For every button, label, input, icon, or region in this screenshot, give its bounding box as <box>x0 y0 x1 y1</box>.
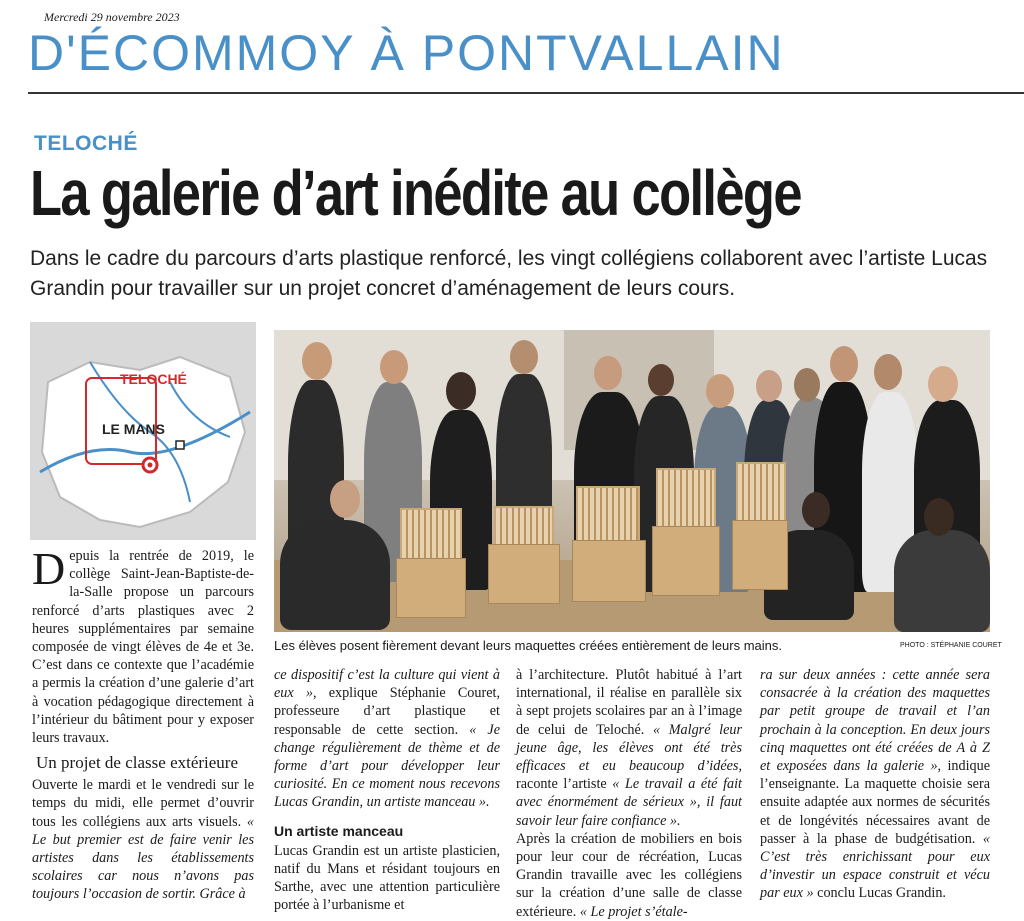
paragraph-text: , indique l’enseignante. La maquette choisie sera ensuite adaptée aux normes de sécurités et de longévités nécessaires avant de passer à la phase de budgétisation. <box>760 758 991 847</box>
photo-head <box>302 342 332 380</box>
article-lead: Dans le cadre du parcours d’arts plastique renforcé, les vingt collégiens collaborent avec l’artiste Lucas Grandin pour travailler sur un projet concret d’aménagement de leurs cours. <box>30 247 988 300</box>
article-column-3 <box>516 666 742 921</box>
paragraph <box>516 830 742 921</box>
photo-head <box>380 350 408 384</box>
drop-cap: D <box>32 543 66 594</box>
photo-model <box>494 506 554 546</box>
quote-text: « Malgré leur jeune âge, les élèves ont été très efficaces et eu beaucoup d’idées <box>516 721 742 775</box>
quote-text: ra sur deux années : cette année sera consacrée à la création des maquettes par petit groupe de travail et l’an prochain à la conception. En deux jours cinq maquettes ont été créées de A à Z et exposées dans la galerie » <box>760 667 990 775</box>
photo-head <box>830 346 858 382</box>
location-map <box>30 322 256 540</box>
photo-head <box>510 340 538 374</box>
photo-person <box>280 520 390 630</box>
photo-model <box>736 462 786 522</box>
photo-head <box>924 498 954 536</box>
photo-head <box>802 492 830 528</box>
paragraph-text: conclu Lucas Grandin. <box>813 885 946 902</box>
article-kicker: TELOCHÉ <box>34 132 138 155</box>
quote-text: « Le projet s’étale- <box>579 903 688 920</box>
photo-stand <box>396 558 466 618</box>
quote-text: « Le but premier est de faire venir les artistes dans les établissements scolaires car nous n’avons pas toujours l’occasion de sortir. Grâce à <box>32 813 254 903</box>
photo-caption: Les élèves posent fièrement devant leurs maquettes créées entièrement de leurs mains. <box>274 638 782 653</box>
paragraph <box>32 776 254 903</box>
paragraph-text: Ouverte le mardi et le vendredi sur le temps du midi, elle permet d’ouvrir tous les collégiens aux arts visuels. <box>32 777 254 830</box>
paragraph-text: epuis la rentrée de 2019, le collège Saint-Jean-Baptiste-de-la-Salle propose un parcours renforcé d’arts plastiques avec 2 heures supplémentaires par semaine composée de vingt élèves de 4e et 3e. C’est dans ce contexte que l’académie a permis la création d’une galerie d’art à vocation pédagogique directement à l’intérieur du bâtiment pour y exposer leurs travaux. <box>32 548 254 747</box>
article-column-2 <box>274 666 500 915</box>
quote-text: « C’est très enrichissant pour eux d’investir un espace construit et vécu par eux » <box>760 830 990 902</box>
article-column-1 <box>32 543 254 904</box>
photo-head <box>874 354 902 390</box>
photo-head <box>330 480 360 518</box>
photo-credit: PHOTO : STÉPHANIE COURET <box>900 642 1002 649</box>
quote-text: « Le travail a été fait avec énormément de sérieux », il faut savoir leur faire confiance ». <box>516 776 742 829</box>
photo-head <box>594 356 622 390</box>
paragraph-text: Lucas Grandin est un artiste plasticien, natif du Mans et résidant toujours en Sarthe, avec une attention particulière portée à l’urbanisme et <box>274 842 500 914</box>
map-label-teloche: TELOCHÉ <box>120 371 187 387</box>
photo-head <box>446 372 476 410</box>
photo-head <box>648 364 674 396</box>
photo-stand <box>488 544 560 604</box>
photo-person <box>894 530 990 632</box>
paragraph-text: à l’architecture. Plutôt habitué à l’art international, il réalise en parallèle six à sept projets scolaires par an à l’image de celui de Teloché. <box>516 667 742 738</box>
photo-model <box>656 468 716 528</box>
header-rule <box>28 92 1024 94</box>
article-photo <box>274 330 990 632</box>
paragraph-text: , raconte l’artiste <box>516 758 742 793</box>
paragraph <box>274 666 500 812</box>
paragraph-text: Après la création de mobiliers en bois pour leur cour de récréation, Lucas Grandin travaille avec les collégiens sur la création d’une salle de classe extérieure. <box>516 830 742 920</box>
photo-stand <box>652 526 720 596</box>
photo-stand <box>572 540 646 602</box>
photo-model <box>576 486 640 542</box>
photo-stand <box>732 520 788 590</box>
quote-text: « Je change régulièrement de thème et de forme d’art pour développer leur curiosité. En ce moment nous recevons Lucas Grandin, un artiste manceau ». <box>274 721 500 811</box>
paragraph <box>760 666 990 903</box>
photo-head <box>928 366 958 402</box>
map-label-lemans: LE MANS <box>102 421 165 437</box>
subheading: Un projet de classe extérieure <box>36 753 239 773</box>
subheading: Un artiste manceau <box>274 822 404 839</box>
article-column-4 <box>760 666 990 903</box>
photo-head <box>794 368 820 402</box>
page-date: Mercredi 29 novembre 2023 <box>44 10 180 24</box>
paragraph <box>32 543 254 747</box>
photo-head <box>706 374 734 408</box>
article-headline: La galerie d’art inédite au collège <box>30 157 801 229</box>
photo-model <box>400 508 462 560</box>
paragraph-text: , explique Stéphanie Couret, professeure d’art plastique et responsable de cette section. <box>274 685 500 738</box>
paragraph <box>516 666 742 830</box>
photo-head <box>756 370 782 402</box>
paragraph <box>274 842 500 915</box>
quote-text: ce dispositif c’est la culture qui vient à eux » <box>274 667 500 702</box>
section-title: D'ÉCOMMOY À PONTVALLAIN <box>28 25 785 81</box>
